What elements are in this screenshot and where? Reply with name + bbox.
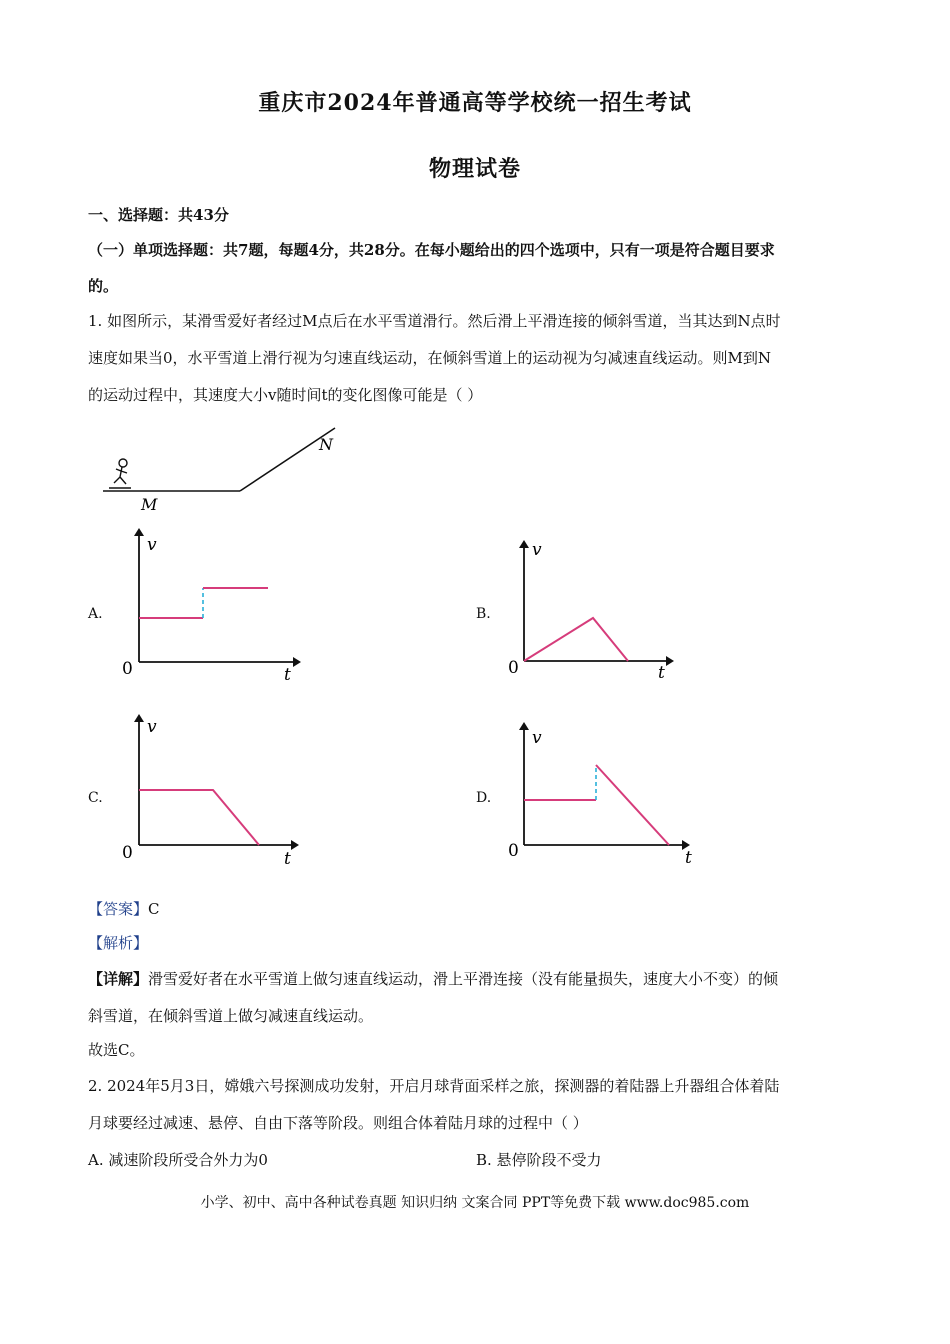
answer-row bbox=[88, 899, 868, 919]
v-label: v bbox=[532, 728, 542, 748]
origin-label: 0 bbox=[508, 841, 519, 861]
skier-icon bbox=[109, 459, 131, 488]
t-axis-arrow-icon bbox=[291, 840, 299, 850]
option-c-graph bbox=[115, 708, 305, 868]
ski-track-figure bbox=[95, 420, 355, 520]
point-n-label: N bbox=[319, 435, 333, 454]
q1-stem-line3: 的运动过程中，其速度大小v随时间t的变化图像可能是（ ） bbox=[88, 386, 483, 404]
detail-text: 滑雪爱好者在水平雪道上做匀速直线运动，滑上平滑连接（没有能量损失，速度大小不变）的倾 bbox=[148, 970, 779, 988]
option-d-graph bbox=[502, 715, 702, 871]
point-m-label: M bbox=[141, 495, 158, 514]
origin-label: 0 bbox=[122, 843, 133, 863]
q2-stem-line2: 月球要经过减速、悬停、自由下落等阶段。则组合体着陆月球的过程中（ ） bbox=[88, 1114, 588, 1132]
answer-value: C bbox=[148, 900, 160, 918]
v-axis-arrow-icon bbox=[134, 714, 144, 722]
q2-option-b[interactable]: B. 悬停阶段不受力 bbox=[476, 1151, 602, 1169]
origin-label: 0 bbox=[508, 658, 519, 678]
detail-line1 bbox=[88, 969, 868, 989]
conclusion: 故选C。 bbox=[88, 1041, 145, 1059]
t-axis-arrow-icon bbox=[293, 657, 301, 667]
option-a-graph bbox=[115, 522, 305, 684]
curve-segment bbox=[524, 618, 628, 661]
analysis-tag: 【解析】 bbox=[88, 934, 149, 952]
section-heading: 一、选择题：共43分 bbox=[88, 206, 229, 224]
section-subheading-cont: 的。 bbox=[88, 277, 119, 295]
detail-line2: 斜雪道，在倾斜雪道上做匀减速直线运动。 bbox=[88, 1007, 374, 1025]
t-label: t bbox=[284, 665, 291, 684]
option-b-graph bbox=[502, 530, 692, 686]
v-axis-arrow-icon bbox=[519, 540, 529, 548]
t-label: t bbox=[658, 663, 665, 683]
detail-tag: 【详解】 bbox=[88, 970, 149, 988]
q1-stem-line2: 速度如果当0，水平雪道上滑行视为匀速直线运动，在倾斜雪道上的运动视为匀减速直线运动。则M到N bbox=[88, 349, 772, 367]
t-axis-arrow-icon bbox=[666, 656, 674, 666]
q2-option-a[interactable]: A. 减速阶段所受合外力为0 bbox=[88, 1151, 268, 1169]
curve-segment bbox=[139, 790, 259, 845]
option-b-label[interactable]: B. bbox=[476, 606, 491, 622]
exam-title: 重庆市2024年普通高等学校统一招生考试 bbox=[258, 90, 692, 116]
q2-stem-line1: 2. 2024年5月3日，嫦娥六号探测成功发射，开启月球背面采样之旅，探测器的着陆器上升器组合体着陆 bbox=[88, 1077, 780, 1095]
answer-tag: 【答案】 bbox=[88, 900, 149, 918]
exam-subtitle: 物理试卷 bbox=[428, 156, 521, 182]
page-footer: 小学、初中、高中各种试卷真题 知识归纳 文案合同 PPT等免费下载 www.doc985.com bbox=[200, 1195, 750, 1211]
option-d-label[interactable]: D. bbox=[476, 790, 492, 806]
section-subheading: （一）单项选择题：共7题，每题4分，共28分。在每小题给出的四个选项中，只有一项是符合题目要求 bbox=[88, 241, 775, 259]
v-axis-arrow-icon bbox=[519, 722, 529, 730]
option-a-label[interactable]: A. bbox=[88, 606, 103, 622]
option-c-label[interactable]: C. bbox=[88, 790, 103, 806]
v-label: v bbox=[147, 535, 157, 555]
v-label: v bbox=[147, 717, 157, 737]
t-label: t bbox=[685, 848, 692, 868]
v-label: v bbox=[532, 540, 542, 560]
t-label: t bbox=[284, 849, 291, 868]
origin-label: 0 bbox=[122, 659, 133, 679]
curve-segment bbox=[596, 765, 669, 845]
v-axis-arrow-icon bbox=[134, 528, 144, 536]
q1-stem-line1: 1. 如图所示，某滑雪爱好者经过M点后在水平雪道滑行。然后滑上平滑连接的倾斜雪道，当其达到N点时 bbox=[88, 312, 781, 330]
